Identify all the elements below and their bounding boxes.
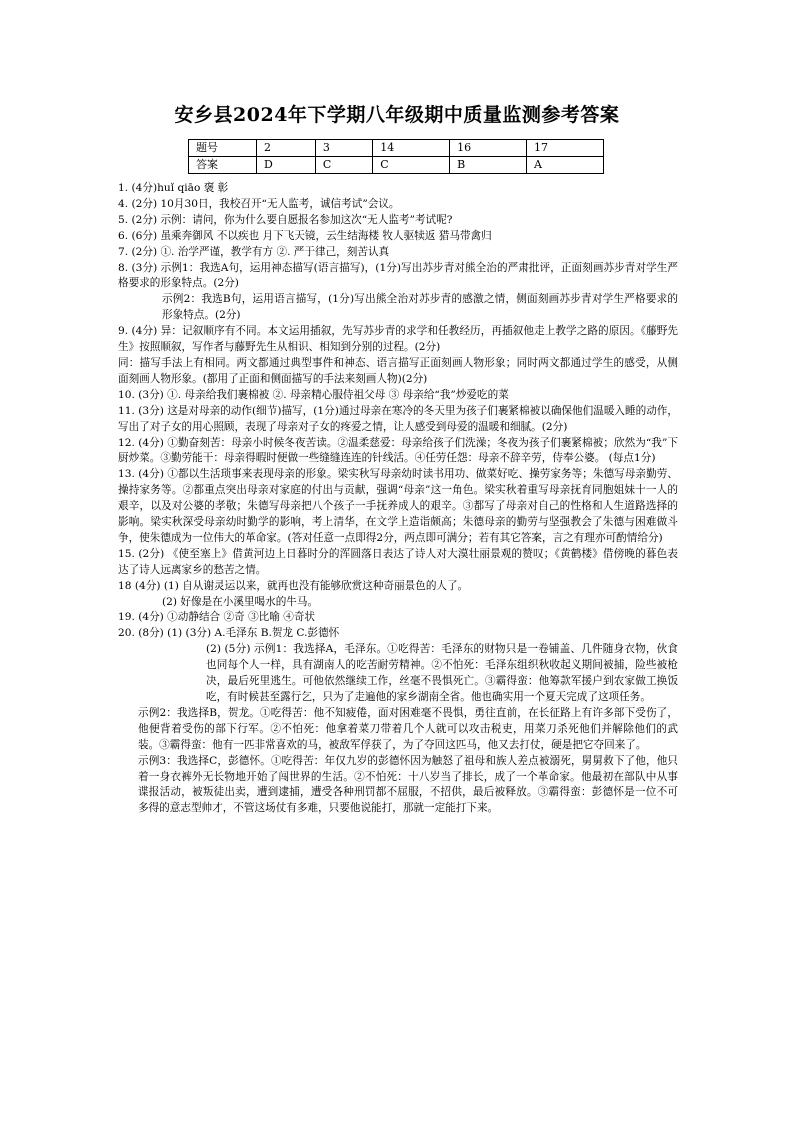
table-cell: B <box>450 157 527 174</box>
table-row <box>189 140 604 157</box>
answer-table <box>188 139 604 174</box>
answer-item: 11. (3分) 这是对母亲的动作(细节)描写，(1分)通过母亲在寒冷的冬天里为孩子们裹紧棉被以确保他们温暖入睡的动作，写出了对子女的用心照顾，表现了母亲对子女的疼爱之情，让人感受到母爱的温暖和细腻。(2分) <box>118 404 678 433</box>
answer-item: 5. (2分) 示例：请问，你为什么要自愿报名参加这次“无人监考”考试呢? <box>118 213 453 226</box>
table-cell: 17 <box>527 140 604 157</box>
table-cell: 2 <box>257 140 316 157</box>
answer-item: 12. (4分) ①勤奋刻苦：母亲小时候冬夜苦读。②温柔慈爱：母亲给孩子们洗澡；冬夜为孩子们裹紧棉被；欣然为“我”下厨炒菜。③勤劳能干：母亲得暇时便做一些缝缝连连的针线活。④任劳任怨：母亲不辞辛劳，侍奉公婆。 (每点1分) <box>118 436 678 465</box>
page-title: 安乡县2024年下学期八年级期中质量监测参考答案 <box>174 104 620 126</box>
answer-item: 10. (3分) ①. 母亲给我们裹棉被 ②. 母亲精心服侍祖父母 ③ 母亲给“我”炒爱吃的菜 <box>118 388 509 401</box>
answer-item: 同：描写手法上有相同。两文都通过典型事件和神态、语言描写正面刻画人物形象；同时两文都通过学生的感受，从侧面刻画人物形象。(都用了正面和侧面描写的手法来刻画人物)(2分) <box>118 356 678 385</box>
table-cell: A <box>527 157 604 174</box>
answer-item: 示例3：我选择C，彭德怀。①吃得苦：年仅九岁的彭德怀因为触怒了祖母和族人差点被溺死，舅舅救下了他，他只着一身衣裤外无长物地开始了闯世界的生活。②不怕死：十八岁当了排长，成了一个革命家。他最初在部队中从事谍报活动，被叛徒出卖，遭到逮捕，遭受各种刑罚都不屈服，不招供，最后被释放。③霸得蛮：彭德怀是一位不可多得的意志型帅才，不管这场仗有多难，只要他说能打，那就一定能打下来。 <box>138 754 678 815</box>
answer-item: 15. (2分) 《使至塞上》借黄河边上日暮时分的浑圆落日表达了诗人对大漠壮丽景观的赞叹；《黄鹤楼》借傍晚的暮色表达了诗人远离家乡的愁苦之情。 <box>118 547 678 576</box>
table-cell: 答案 <box>189 157 257 174</box>
answer-item: 示例2：我选择B，贺龙。①吃得苦：他不知疲倦，面对困难毫不畏惧，勇往直前，在长征路上有许多部下受伤了，他便背着受伤的部下行军。②不怕死：他拿着菜刀带着几个人就可以攻击税吏，用菜刀杀死他们并解除他们的武装。③霸得蛮：他有一匹非常喜欢的马，被敌军俘获了，为了夺回这匹马，他又去打仗，硬是把它夺回来了。 <box>138 706 678 751</box>
answer-item: 20. (8分) (1) (3分) A.毛泽东 B.贺龙 C.彭德怀 <box>118 627 340 640</box>
answer-item: (2) (5分) 示例1：我选择A，毛泽东。①吃得苦：毛泽东的财物只是一卷铺盖、几件随身衣物，伙食也同每个人一样，具有湖南人的吃苦耐劳精神。②不怕死：毛泽东组织秋收起义期间被捕，险些被枪决，最后死里逃生。可他依然继续工作，丝毫不畏惧死亡。③霸得蛮：他筹款军援户到农家做工换饭吃，有时候甚至露行乞，只为了走遍他的家乡湖南全省。他也确实用一个夏天完成了这项任务。 <box>206 643 678 703</box>
table-cell: 题号 <box>189 140 257 157</box>
answer-item: 6. (6分) 虽乘奔御风 不以疾也 月下飞天镜，云生结海楼 牧人驱犊返 猎马带禽归 <box>118 229 492 242</box>
answer-item: 19. (4分) ①动静结合 ②奇 ③比喻 ④奇状 <box>118 611 316 624</box>
table-cell: 14 <box>373 140 450 157</box>
answer-list <box>118 181 678 817</box>
table-cell: 3 <box>315 140 372 157</box>
table-cell: 16 <box>450 140 527 157</box>
answer-item: 8. (3分) 示例1：我选A句，运用神态描写(语言描写)，(1分)写出苏步青对熊全治的严肃批评，正面刻画苏步青对学生严格要求的形象特点。(2分) <box>118 261 678 290</box>
answer-item: 7. (2分) ①. 治学严谨，教学有方 ②. 严于律己，刻苦认真 <box>118 245 390 258</box>
table-cell: D <box>257 157 316 174</box>
answer-item: 1. (4分)huǐ qiāo 褒 彰 <box>118 182 229 194</box>
answer-item: 9. (4分) 异：记叙顺序有不同。本文运用插叙，先写苏步青的求学和任教经历，再插叙他走上教学之路的原因。《藤野先生》按照顺叙，写作者与藤野先生从相识、相知到分别的过程。(2分) <box>118 325 678 354</box>
table-row <box>189 157 604 174</box>
answer-item: 示例2：我选B句，运用语言描写，(1分)写出熊全治对苏步青的感激之情，侧面刻画苏步青对学生严格要求的形象特点。(2分) <box>162 293 678 322</box>
answer-item: 13. (4分) ①都以生活琐事来表现母亲的形象。梁实秋写母亲幼时读书用功、做菜好吃、操劳家务等；朱德写母亲勤劳、操持家务等。②都重点突出母亲对家庭的付出与贡献，强调“母亲”这一角色。梁实秋着重写母亲抚育同胞姐妹十一人的艰辛，以及对公婆的孝敬；朱德写母亲把八个孩子一手抚养成人的艰辛。③都写了母亲对自己的性格和人生道路选择的影响。梁实秋深受母亲幼时勤学的影响，考上清华，在文学上造诣颇高；朱德母亲的勤劳与坚强教会了朱德与困难做斗争，使朱德成为一位伟大的革命家。(答对任意一点即得2分，两点即可满分；若有其它答案，言之有理亦可酌情给分) <box>118 468 678 544</box>
table-cell: C <box>315 157 372 174</box>
answer-item: 4. (2分) 10月30日，我校召开“无人监考，诚信考试”会议。 <box>118 197 400 210</box>
answer-item: 18 (4分) (1) 自从谢灵运以来，就再也没有能够欣赏这种奇丽景色的人了。 <box>118 579 469 592</box>
table-cell: C <box>373 157 450 174</box>
answer-item: (2) 好像是在小溪里喝水的牛马。 <box>162 595 319 608</box>
